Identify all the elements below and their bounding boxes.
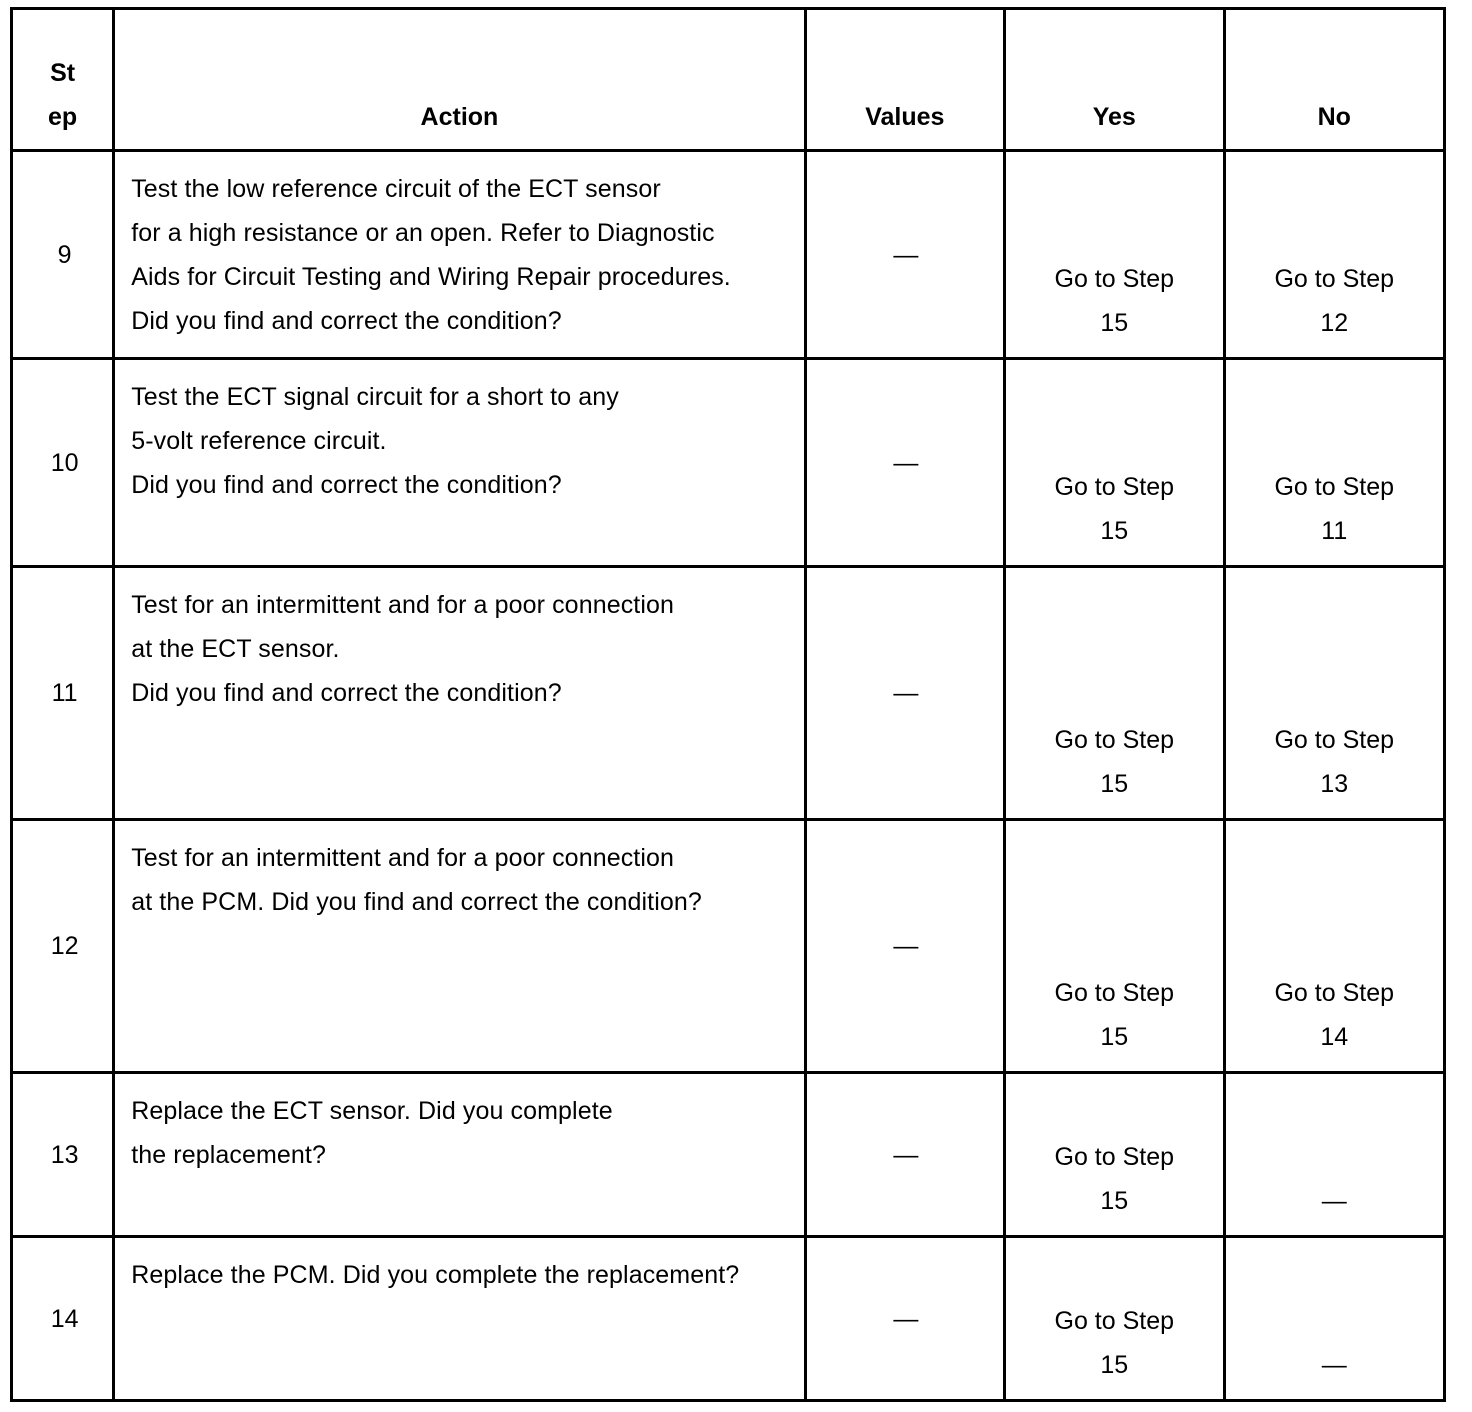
values-cell: — [805,359,1004,567]
action-cell [114,567,805,820]
yes-label: Go to Step [1054,265,1175,293]
action-cell [114,359,805,567]
action-line: Replace the ECT sensor. Did you complete [131,1097,613,1125]
table-row [12,567,1445,820]
action-line: Test for an intermittent and for a poor connection [131,591,675,619]
yes-cell [1005,567,1224,820]
action-line: for a high resistance or an open. Refer to Diagnostic [131,219,715,247]
no-cell [1224,151,1445,359]
action-line: Aids for Circuit Testing and Wiring Repair procedures. [131,263,731,291]
no-dash: — [1321,1187,1347,1215]
yes-step-number: 15 [1100,770,1129,798]
values-cell: — [805,151,1004,359]
no-cell [1224,1237,1445,1401]
action-line: Test the ECT signal circuit for a short to any [131,383,619,411]
action-cell [114,820,805,1073]
header-row [12,9,1445,151]
yes-step-number: 15 [1100,1351,1129,1379]
yes-label: Go to Step [1054,473,1175,501]
header-values: Values [805,9,1004,151]
action-line: Did you find and correct the condition? [131,307,562,335]
values-cell: — [805,1073,1004,1237]
action-line: Test for an intermittent and for a poor connection [131,844,675,872]
step-cell: 11 [12,567,114,820]
yes-step-number: 15 [1100,517,1129,545]
values-cell: — [805,1237,1004,1401]
yes-label: Go to Step [1054,1307,1175,1335]
yes-cell [1005,820,1224,1073]
no-cell [1224,567,1445,820]
yes-step-number: 15 [1100,309,1129,337]
table-row [12,1237,1445,1401]
values-cell: — [805,820,1004,1073]
action-line: at the ECT sensor. [131,635,340,663]
header-step: St ep [12,9,114,151]
header-yes: Yes [1005,9,1224,151]
no-step-number: 13 [1320,770,1349,798]
no-cell [1224,1073,1445,1237]
action-line: Did you find and correct the condition? [131,471,562,499]
table-row [12,1073,1445,1237]
yes-label: Go to Step [1054,1143,1175,1171]
action-line: Replace the PCM. Did you complete the replacement? [131,1261,740,1289]
yes-cell [1005,1073,1224,1237]
no-label: Go to Step [1274,473,1395,501]
action-line: Test the low reference circuit of the ECT sensor [131,175,661,203]
yes-label: Go to Step [1054,726,1175,754]
action-line: Did you find and correct the condition? [131,679,562,707]
header-action: Action [114,9,805,151]
action-line: at the PCM. Did you find and correct the condition? [131,888,702,916]
no-dash: — [1321,1351,1347,1379]
yes-cell [1005,151,1224,359]
action-line: 5-volt reference circuit. [131,427,387,455]
action-cell [114,1237,805,1401]
table-row [12,359,1445,567]
table-row [12,151,1445,359]
no-step-number: 14 [1320,1023,1349,1051]
no-cell [1224,820,1445,1073]
header-no: No [1224,9,1445,151]
step-cell: 14 [12,1237,114,1401]
diagnostic-table [10,7,1446,1402]
no-label: Go to Step [1274,979,1395,1007]
no-step-number: 11 [1321,517,1348,545]
step-cell: 13 [12,1073,114,1237]
action-cell [114,151,805,359]
no-cell [1224,359,1445,567]
table-row [12,820,1445,1073]
action-line: the replacement? [131,1141,326,1169]
step-cell: 12 [12,820,114,1073]
no-step-number: 12 [1320,309,1349,337]
yes-cell [1005,359,1224,567]
yes-step-number: 15 [1100,1187,1129,1215]
yes-label: Go to Step [1054,979,1175,1007]
values-cell: — [805,567,1004,820]
action-cell [114,1073,805,1237]
no-label: Go to Step [1274,265,1395,293]
yes-step-number: 15 [1100,1023,1129,1051]
yes-cell [1005,1237,1224,1401]
no-label: Go to Step [1274,726,1395,754]
step-cell: 10 [12,359,114,567]
step-cell: 9 [12,151,114,359]
